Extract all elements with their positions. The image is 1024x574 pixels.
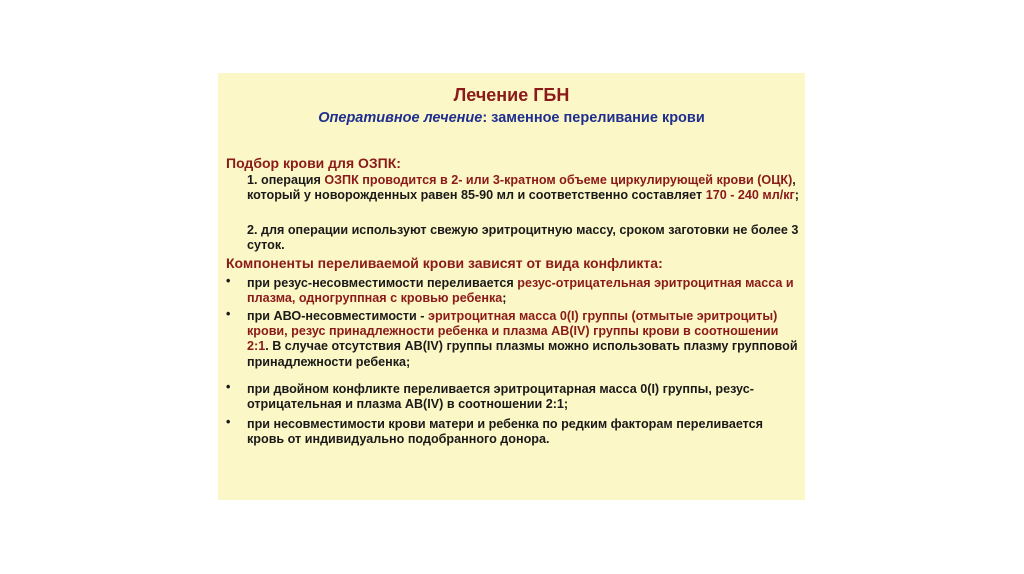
slide-title: Лечение ГБН (453, 85, 570, 105)
section1-item1: 1. операция ОЗПК проводится в 2- или 3-кратном объеме циркулирующей крови (ОЦК), который у новорожденных равен 85-90 мл и соответственно составляет 170 - 240 мл/кг; (247, 173, 799, 203)
section1-heading: Подбор крови для ОЗПК: (226, 155, 401, 171)
subtitle-italic: Оперативное лечение (318, 110, 483, 126)
section2-heading: Компоненты переливаемой крови зависят от вида конфликта: (226, 255, 663, 271)
bullet-icon: • (226, 307, 231, 321)
bullet-abo: при АВО-несовместимости - эритроцитная масса 0(I) группы (отмытые эритроциты) крови, резус принадлежности ребенка и плазма АВ(IV) группы крови в соотношении 2:1. В случае отсутствия АВ(IV) группы плазмы можно использовать плазму групповой принадлежности ребенка; (247, 309, 798, 369)
bullet-icon: • (226, 380, 231, 394)
bullet-icon: • (226, 274, 231, 288)
highlight-ozpk: ОЗПК проводится в 2- или 3-кратном объеме циркулирующей крови (ОЦК) (324, 173, 793, 187)
section1-item2: 2. для операции используют свежую эритроцитную массу, сроком заготовки не более 3 суток. (247, 223, 799, 253)
highlight-volume: 170 - 240 мл/кг (705, 188, 795, 203)
bullet-rh: при резус-несовместимости переливается резус-отрицательная эритроцитная масса и плазма, одногруппная с кровью ребенка; (247, 276, 794, 306)
subtitle-rest: : заменное переливание крови (482, 110, 705, 126)
bullet-rare: при несовместимости крови матери и ребенка по редким факторам переливается кровь от индивидуально подобранного донора. (247, 417, 764, 447)
bullet-double: при двойном конфликте переливается эритроцитарная масса 0(I) группы, резус-отрицательная и плазма АВ(IV) в соотношении 2:1; (247, 382, 754, 412)
slide-subtitle (218, 110, 805, 126)
bullet-icon: • (226, 415, 231, 429)
slide (218, 73, 805, 500)
